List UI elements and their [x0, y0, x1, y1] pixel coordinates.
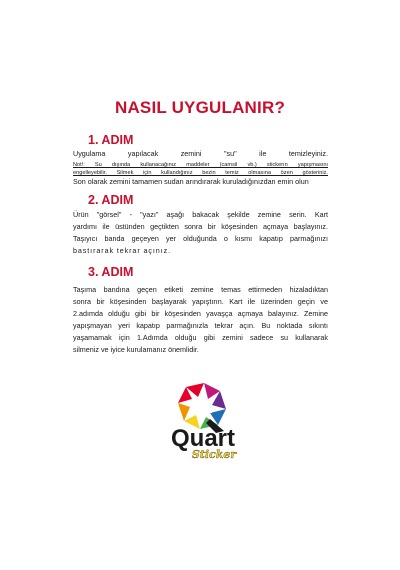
step1-note-line: Not!: Su dışında kullanacağınız maddeler (camsil vb.) stickerın yapışmasını: [73, 162, 328, 168]
step1-line: Uygulama yapılacak zemini "su" ile temizleyiniz.: [73, 149, 328, 158]
step3-line: silmeniz ve iyice kurulamanız önemlidir.: [73, 345, 199, 354]
step2-line: Ürün "görsel" - "yazı" aşağı bakacak şekilde zemine serin. Kart: [73, 210, 328, 219]
step2-line: Taşıyıcı banda geçeyen yer olduğunda o kısmı kapatıp parmağınızı: [73, 234, 328, 243]
step1-note-line: engelleyebilir. Silmek için kullandığınız bezin temiz olmasına özen gösteriniz.: [73, 170, 328, 176]
logo-script: Sticker: [191, 448, 237, 461]
logo-wordmark: Quart: [170, 425, 236, 452]
step2-line: bastırarak tekrar açınız.: [73, 246, 171, 255]
step1-line: Son olarak zemini tamamen sudan arındırarak kuruladığınızdan emin olun: [73, 177, 309, 186]
step3-line: 2.adımda olduğu gibi bir köşesinden yavaşça açmaya balayınız. Zemine: [73, 309, 328, 318]
step3-line: yaşamamak için 1.Adımda olduğu gibi zemini sadece su kullanarak: [73, 333, 328, 342]
step3-line: yapışmayan yeri kapatıp parmağınızla tekrar açın. Bu noktada sıkıntı: [73, 321, 328, 330]
step2-heading: 2. ADIM: [88, 193, 134, 207]
quart-sticker-logo: [148, 383, 258, 463]
step3-heading: 3. ADIM: [88, 265, 134, 279]
step3-line: sonra bir köşesinden başlayarak yapıştırın. Kart ile üzerinden geçin ve: [73, 297, 328, 306]
step1-heading: 1. ADIM: [88, 133, 134, 147]
quart-q-logo-icon: [148, 383, 258, 463]
page-title: NASIL UYGULANIR?: [114, 98, 286, 117]
step2-line: yardımı ile üstünden geçtikten sonra bir köşesinden açmaya başlayınız.: [73, 222, 328, 231]
step3-line: Taşıma bandına geçen etiketi zemine temas ettirmeden hizaladıktan: [73, 285, 328, 294]
